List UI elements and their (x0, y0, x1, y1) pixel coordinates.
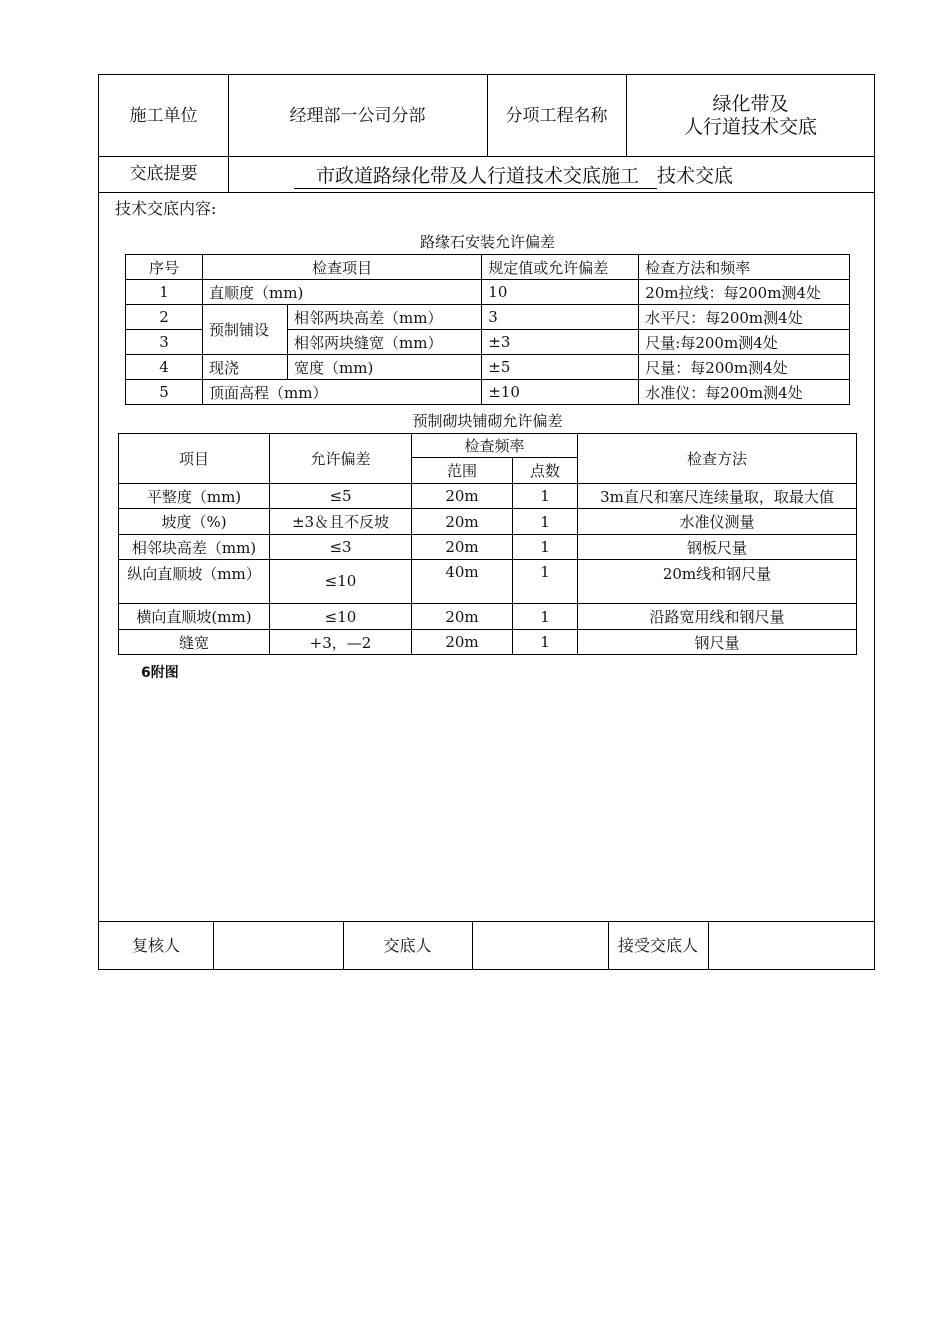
row-method: 20m线和钢尺量 (578, 560, 857, 604)
row-tolerance: ≤3 (270, 535, 412, 560)
row-group: 现浇 (203, 355, 288, 380)
reviewer-label: 复核人 (131, 935, 180, 955)
row-range: 20m (412, 509, 513, 535)
row-item: 坡度（%) (119, 509, 270, 535)
table-row (119, 509, 857, 535)
reviewer-signature-field[interactable] (213, 921, 343, 970)
appendix-label: 6附图 (141, 665, 179, 681)
header-cell: 检查项目 (203, 255, 482, 280)
summary-text (294, 161, 733, 189)
row-range: 40m (412, 560, 513, 604)
table-row (119, 630, 857, 655)
row-no: 3 (126, 330, 203, 355)
unit-label: 施工单位 (129, 105, 198, 126)
summary-underline (639, 166, 657, 189)
row-range: 20m (412, 604, 513, 630)
row-range: 20m (412, 630, 513, 655)
project-label: 分项工程名称 (505, 105, 608, 126)
header-cell: 检查方法 (578, 434, 857, 484)
project-value-line1: 绿化带及 (712, 92, 789, 115)
paving-block-tolerance-table (118, 433, 857, 655)
row-item: 顶面高程（mm） (203, 380, 482, 405)
row-divider (99, 192, 874, 193)
disclosure-form (98, 74, 875, 970)
row-no: 5 (126, 380, 203, 405)
row-item: 直顺度（mm) (203, 280, 482, 305)
table2-caption: 预制砌块铺砌允许偏差 (412, 412, 563, 430)
table-row (126, 380, 850, 405)
row-value: ±5 (482, 355, 639, 380)
receiver-label: 接受交底人 (617, 935, 698, 955)
summary-underline (294, 166, 316, 189)
table1-caption: 路缘石安装允许偏差 (419, 233, 555, 251)
summary-label: 交底提要 (129, 164, 198, 184)
header-cell: 点数 (513, 458, 578, 484)
row-method: 尺量：每200m测4处 (639, 355, 850, 380)
header-cell: 检查方法和频率 (639, 255, 850, 280)
curb-tolerance-table (125, 254, 850, 405)
row-value: 3 (482, 305, 639, 330)
row-tolerance: +3，—2 (270, 630, 412, 655)
row-no: 1 (126, 280, 203, 305)
row-method: 水准仪测量 (578, 509, 857, 535)
receiver-signature-field[interactable] (708, 921, 874, 970)
header-cell: 检查频率 (412, 434, 578, 458)
header-cell: 规定值或允许偏差 (482, 255, 639, 280)
row-range: 20m (412, 535, 513, 560)
row-method: 3m直尺和塞尺连续量取，取最大值 (578, 484, 857, 509)
table-row (119, 484, 857, 509)
content-label: 技术交底内容: (115, 199, 217, 218)
row-method: 水准仪：每200m测4处 (639, 380, 850, 405)
row-item: 相邻两块缝宽（mm） (288, 330, 482, 355)
row-value: ±3 (482, 330, 639, 355)
discloser-signature-field[interactable] (472, 921, 608, 970)
summary-main-text: 市政道路绿化带及人行道技术交底施工 (316, 161, 639, 189)
summary-suffix: 技术交底 (657, 165, 734, 187)
row-item: 宽度（mm) (288, 355, 482, 380)
row-method: 沿路宽用线和钢尺量 (578, 604, 857, 630)
project-value (626, 75, 875, 156)
row-item: 缝宽 (119, 630, 270, 655)
row-group: 预制铺设 (203, 305, 288, 355)
header-cell: 项目 (119, 434, 270, 484)
row-points: 1 (513, 630, 578, 655)
row-method: 钢板尺量 (578, 535, 857, 560)
row-no: 2 (126, 305, 203, 330)
header-cell: 允许偏差 (270, 434, 412, 484)
row-no: 4 (126, 355, 203, 380)
row-value: 10 (482, 280, 639, 305)
row-value: ±10 (482, 380, 639, 405)
discloser-label: 交底人 (383, 935, 432, 955)
table-header-row (126, 255, 850, 280)
row-item: 相邻两块高差（mm） (288, 305, 482, 330)
row-method: 钢尺量 (578, 630, 857, 655)
row-method: 20m拉线：每200m测4处 (639, 280, 850, 305)
table-row (119, 560, 857, 604)
row-item: 纵向直顺坡（mm） (119, 560, 270, 604)
row-tolerance: ≤5 (270, 484, 412, 509)
row-tolerance: ≤10 (270, 604, 412, 630)
header-cell: 序号 (126, 255, 203, 280)
row-points: 1 (513, 560, 578, 604)
row-tolerance: ≤10 (270, 560, 412, 604)
row-points: 1 (513, 535, 578, 560)
row-range: 20m (412, 484, 513, 509)
table-header-row (119, 434, 857, 458)
unit-value: 经理部一公司分部 (289, 105, 426, 126)
table-row (126, 280, 850, 305)
row-points: 1 (513, 509, 578, 535)
table-row (126, 305, 850, 330)
row-item: 横向直顺坡(mm) (119, 604, 270, 630)
row-tolerance: ±3＆且不反坡 (270, 509, 412, 535)
row-item: 平整度（mm) (119, 484, 270, 509)
row-item: 相邻块高差（mm) (119, 535, 270, 560)
row-method: 水平尺：每200m测4处 (639, 305, 850, 330)
project-value-line2: 人行道技术交底 (683, 115, 817, 138)
header-cell: 范围 (412, 458, 513, 484)
table-row (126, 355, 850, 380)
table-row (119, 535, 857, 560)
row-points: 1 (513, 484, 578, 509)
row-points: 1 (513, 604, 578, 630)
table-row (119, 604, 857, 630)
row-method: 尺量:每200m测4处 (639, 330, 850, 355)
